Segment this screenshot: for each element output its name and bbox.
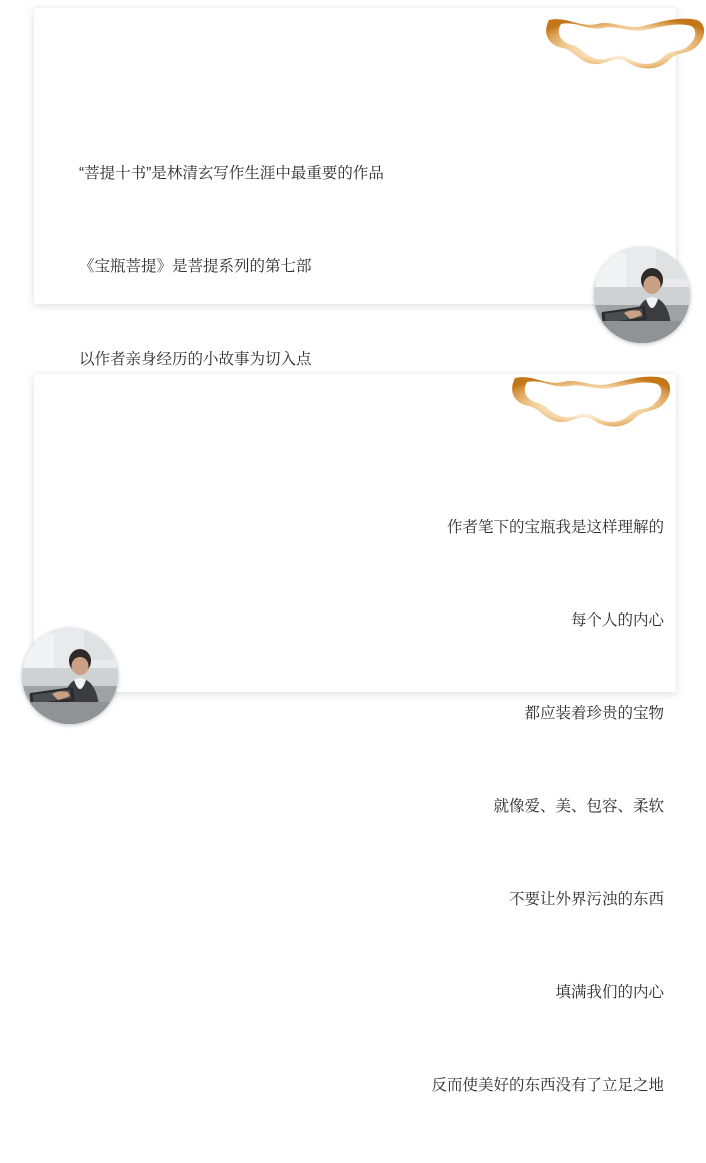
message-line: 就像爱、美、包容、柔软 — [493, 798, 664, 815]
message-line: “菩提十书”是林清玄写作生涯中最重要的作品 — [79, 165, 384, 182]
message-line: 都应装着珍贵的宝物 — [524, 705, 664, 722]
cloud-splash-decoration — [539, 14, 706, 82]
message-text-2 — [431, 450, 664, 1163]
message-line: 反而使美好的东西没有了立足之地 — [431, 1077, 664, 1094]
message-line: 不要让外界污浊的东西 — [508, 891, 664, 908]
message-line: 以作者亲身经历的小故事为切入点 — [79, 351, 312, 368]
avatar — [594, 247, 690, 343]
person-at-desk-photo — [594, 247, 690, 343]
message-line: 《宝瓶菩提》是菩提系列的第七部 — [79, 258, 312, 275]
message-card-2 — [34, 374, 676, 1094]
message-card-1 — [34, 8, 676, 368]
message-line: 填满我们的内心 — [555, 984, 664, 1001]
message-line: 每个人的内心 — [570, 612, 664, 629]
cloud-splash-decoration — [505, 372, 675, 440]
message-line: 作者笔下的宝瓶我是这样理解的 — [446, 519, 664, 536]
avatar — [22, 628, 118, 724]
person-at-desk-photo — [22, 628, 118, 724]
